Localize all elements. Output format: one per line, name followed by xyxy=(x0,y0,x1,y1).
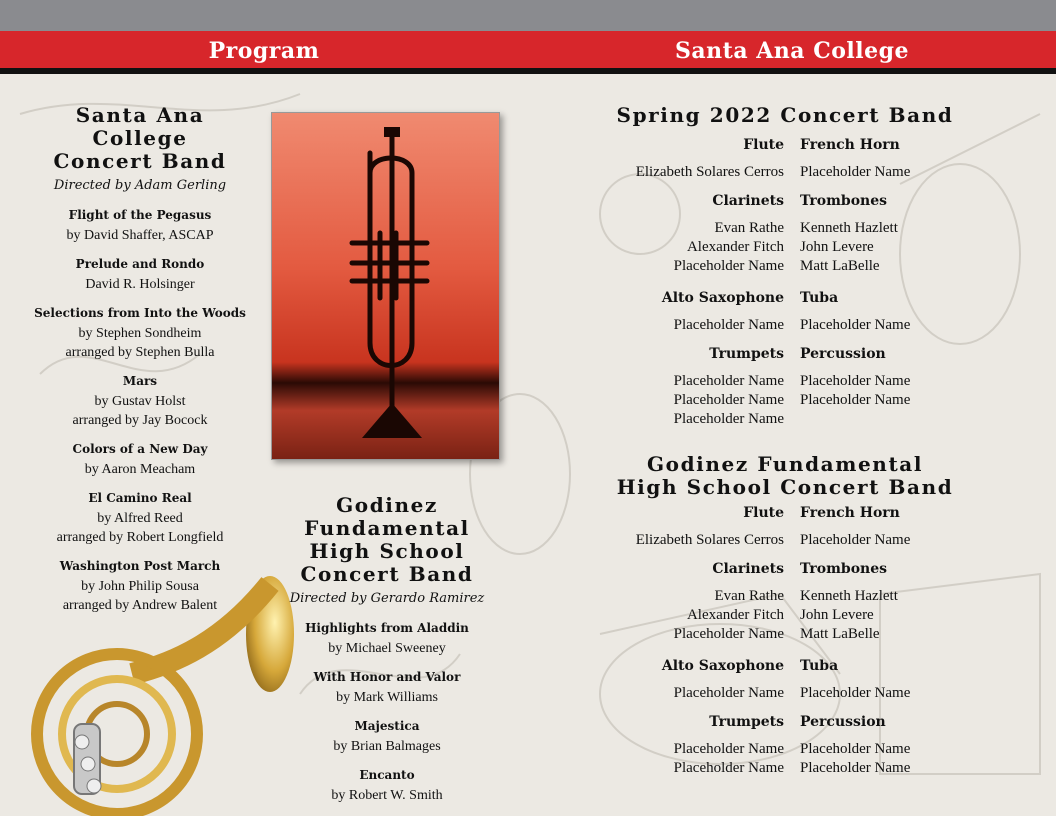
tuba-names: Placeholder Name xyxy=(800,317,911,333)
section-flute: Flute xyxy=(743,505,784,521)
section-alto-saxophone: Alto Saxophone xyxy=(661,290,784,306)
roster-sac-title: Spring 2022 Concert Band xyxy=(616,103,954,127)
piece-credit: David R. Holsinger xyxy=(85,277,195,292)
sax-names: Placeholder Name xyxy=(673,685,784,701)
section-clarinets: Clarinets xyxy=(712,561,784,577)
clarinet-names xyxy=(674,587,784,644)
piece-title: El Camino Real xyxy=(88,491,192,505)
trumpet-names xyxy=(674,740,784,778)
section-tuba: Tuba xyxy=(800,290,839,306)
piece-composer: by Gustav Holst xyxy=(94,394,186,409)
program-sac-title-1: Santa Ana College xyxy=(75,103,205,150)
trumpet-names xyxy=(674,372,784,429)
member-name: Kenneth Hazlett xyxy=(800,220,898,236)
piece-title: With Honor and Valor xyxy=(313,670,461,684)
program-godinez-column xyxy=(268,494,506,805)
tuba-names: Placeholder Name xyxy=(800,685,911,701)
piece-credit xyxy=(30,324,250,362)
member-name: Placeholder Name xyxy=(800,392,911,408)
program-godinez-title-2: High School xyxy=(309,539,465,563)
piece-arranger: arranged by Stephen Bulla xyxy=(65,345,215,360)
piece-composer: by John Philip Sousa xyxy=(81,579,199,594)
member-name: Placeholder Name xyxy=(673,392,784,408)
program-sac-column xyxy=(30,104,250,615)
flute-names: Elizabeth Solares Cerros xyxy=(635,164,784,180)
section-flute: Flute xyxy=(743,137,784,153)
section-trumpets: Trumpets xyxy=(709,714,784,730)
section-clarinets: Clarinets xyxy=(712,193,784,209)
member-name: Placeholder Name xyxy=(673,741,784,757)
piece-credit: by Aaron Meacham xyxy=(84,462,196,477)
horn-names: Placeholder Name xyxy=(800,164,911,180)
program-godinez-title-1: Godinez Fundamental xyxy=(304,493,470,540)
member-name: Placeholder Name xyxy=(673,258,784,274)
section-french-horn: French Horn xyxy=(800,505,900,521)
program-sac-director: Directed by Adam Gerling xyxy=(53,178,227,193)
top-gray-band xyxy=(0,0,1056,31)
header-college: Santa Ana College xyxy=(675,38,909,64)
horn-names: Placeholder Name xyxy=(800,532,911,548)
piece-title: Prelude and Rondo xyxy=(75,257,205,271)
piece-title: Highlights from Aladdin xyxy=(305,621,469,635)
trombone-names xyxy=(800,587,898,644)
member-name: Placeholder Name xyxy=(673,760,784,776)
member-name: Evan Rathe xyxy=(714,588,784,604)
section-alto-saxophone: Alto Saxophone xyxy=(661,658,784,674)
section-trumpets: Trumpets xyxy=(709,346,784,362)
header-program: Program xyxy=(208,38,320,64)
flute-names: Elizabeth Solares Cerros xyxy=(635,532,784,548)
french-horn-image xyxy=(22,574,294,816)
trumpet-illustration xyxy=(272,113,499,459)
piece-credit xyxy=(30,509,250,547)
section-tuba: Tuba xyxy=(800,658,839,674)
piece-title: Washington Post March xyxy=(59,559,221,573)
member-name: Placeholder Name xyxy=(800,760,911,776)
section-trombones: Trombones xyxy=(800,561,888,577)
piece-credit: by David Shaffer, ASCAP xyxy=(66,228,214,243)
member-name: Evan Rathe xyxy=(714,220,784,236)
program-godinez-director: Directed by Gerardo Ramirez xyxy=(289,591,485,606)
member-name: Placeholder Name xyxy=(800,741,911,757)
piece-arranger: arranged by Jay Bocock xyxy=(72,413,208,428)
program-sac-title-2: Concert Band xyxy=(53,149,227,173)
section-french-horn: French Horn xyxy=(800,137,900,153)
piece-credit xyxy=(30,392,250,430)
piece-composer: by Stephen Sondheim xyxy=(78,326,202,341)
piece-title: Mars xyxy=(122,374,158,388)
section-percussion: Percussion xyxy=(800,346,886,362)
piece-arranger: arranged by Robert Longfield xyxy=(56,530,224,545)
member-name: Placeholder Name xyxy=(673,373,784,389)
clarinet-names xyxy=(674,219,784,276)
piece-title: Flight of the Pegasus xyxy=(68,208,212,222)
piece-arranger: arranged by Andrew Balent xyxy=(62,598,218,613)
percussion-names xyxy=(800,372,910,410)
member-name: Alexander Fitch xyxy=(686,239,784,255)
member-name: John Levere xyxy=(800,239,874,255)
member-name: Alexander Fitch xyxy=(686,607,784,623)
trumpet-photo xyxy=(271,112,500,460)
piece-credit: by Mark Williams xyxy=(336,690,438,705)
roster-godinez xyxy=(600,453,980,799)
member-name: Placeholder Name xyxy=(673,626,784,642)
sax-names: Placeholder Name xyxy=(673,317,784,333)
member-name: Matt LaBelle xyxy=(800,258,880,274)
piece-title: Colors of a New Day xyxy=(72,442,208,456)
piece-title: Majestica xyxy=(354,719,420,733)
piece-title: Selections from Into the Woods xyxy=(34,306,246,320)
member-name: Matt LaBelle xyxy=(800,626,880,642)
piece-credit: by Robert W. Smith xyxy=(331,788,443,803)
member-name: Placeholder Name xyxy=(800,373,911,389)
member-name: Kenneth Hazlett xyxy=(800,588,898,604)
roster-godinez-title-2: High School Concert Band xyxy=(616,475,954,499)
percussion-names xyxy=(800,740,910,778)
section-trombones: Trombones xyxy=(800,193,888,209)
piece-credit: by Brian Balmages xyxy=(333,739,441,754)
member-name: John Levere xyxy=(800,607,874,623)
roster-godinez-title-1: Godinez Fundamental xyxy=(646,452,924,476)
roster-godinez-sections xyxy=(600,499,980,799)
section-percussion: Percussion xyxy=(800,714,886,730)
piece-credit: by Michael Sweeney xyxy=(328,641,446,656)
member-name: Placeholder Name xyxy=(673,411,784,427)
piece-title: Encanto xyxy=(359,768,415,782)
program-godinez-title-3: Concert Band xyxy=(300,562,474,586)
trombone-names xyxy=(800,219,898,276)
piece-composer: by Alfred Reed xyxy=(97,511,183,526)
